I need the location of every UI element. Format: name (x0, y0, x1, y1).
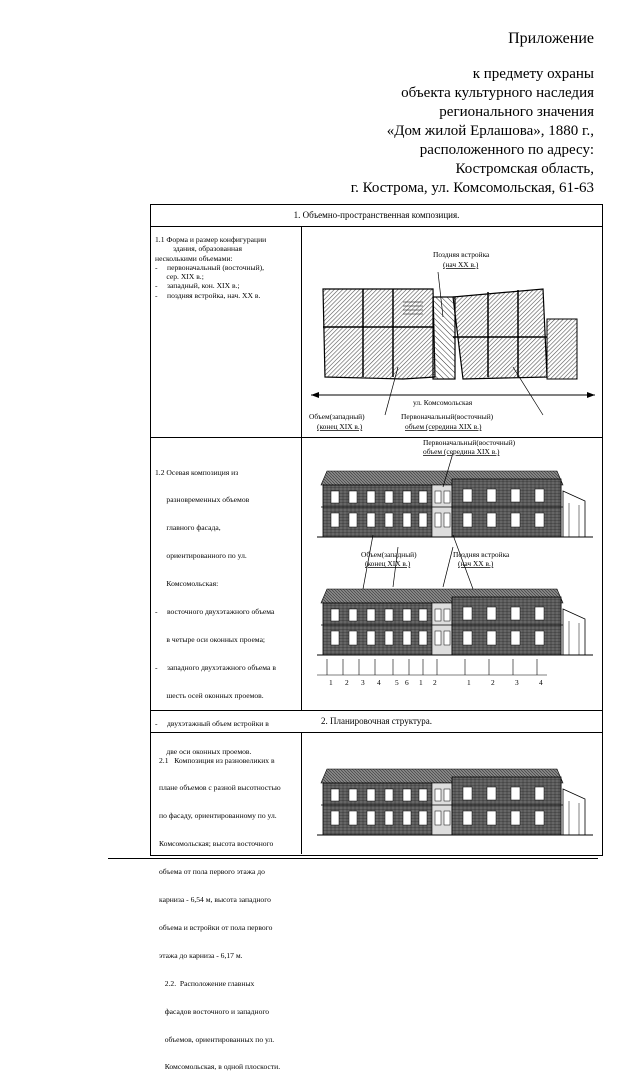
street-label: ул. Комсомольская (413, 398, 473, 407)
item-1-2-line: ориентированного по ул. (155, 551, 247, 561)
axis-number: 4 (539, 678, 543, 687)
east-volume-plan (453, 289, 547, 379)
item-1-2-line: - двухэтажный объем встройки в (155, 718, 269, 728)
header-line-6: Костромская область, (455, 161, 594, 177)
appendix-title: Приложение (508, 30, 594, 47)
axis-number: 1 (419, 678, 423, 687)
late-insert-date: (нач XX в.) (443, 260, 479, 269)
axis-number: 5 (395, 678, 399, 687)
column-divider (301, 732, 302, 854)
item-1-2-line: шесть осей оконных проемов. (155, 690, 264, 700)
bottom-rule (108, 858, 598, 859)
east-volume-label-2: Первоначальный(восточный) (423, 439, 516, 447)
column-divider (301, 226, 302, 710)
item-2-line: карниза - 6,54 м, высота западного (159, 895, 271, 905)
axis-number: 2 (491, 678, 495, 687)
floor-plan-drawing (303, 227, 602, 435)
item-2-line: объемов, ориентированных по ул. (159, 1034, 275, 1044)
item-2-line: этажа до карниза - 6,17 м. (159, 950, 243, 960)
header-line-7: г. Кострома, ул. Комсомольская, 61-63 (350, 180, 594, 196)
west-volume-label-2: Объем(западный) (361, 550, 417, 559)
item-1-1-line: - поздняя встройка, нач. XX в. (155, 290, 261, 300)
facade-drawings (303, 439, 602, 709)
east-volume-date-2: объем (середина XIX в.) (423, 447, 500, 456)
item-1-2-line: разновременных объемов (155, 495, 250, 505)
item-2-line: плане объемов с разной высотностью (159, 783, 281, 793)
west-volume-label: Объем(западный) (309, 412, 365, 421)
axis-number: 1 (329, 678, 333, 687)
axis-number: 6 (405, 678, 409, 687)
facade-section2 (303, 745, 602, 850)
porch-plan (547, 319, 577, 379)
late-insert-label: Поздняя встройка (433, 250, 490, 259)
item-1-2-line: в четыре оси оконных проема; (155, 634, 266, 644)
item-1-1-line: несколькими объемами: (155, 253, 233, 263)
item-1-1-line: здания, образованная (173, 244, 242, 254)
facade-lower (317, 589, 593, 655)
late-insert-plan (433, 297, 455, 379)
header-line-4: «Дом жилой Ерлашова», 1880 г., (386, 123, 594, 139)
item-2-line: объема и встройки от пола первого (159, 922, 273, 932)
item-1-2-line: Комсомольская: (155, 579, 219, 589)
item-1-2-line: - восточного двухэтажного объема (155, 607, 275, 617)
item-2-line: Комсомольская; высота восточного (159, 839, 274, 849)
header-line-3: регионального значения (439, 104, 594, 120)
protection-subject-table (150, 204, 603, 1072)
item-2-text (159, 737, 299, 1090)
section2-header (151, 710, 602, 733)
axis-number: 3 (515, 678, 519, 687)
west-volume-date-2: (конец XIX в.) (365, 559, 411, 568)
west-volume-date: (конец XIX в.) (317, 422, 363, 431)
header-line-1: к предмету охраны (472, 66, 594, 82)
facade-upper (317, 471, 593, 537)
west-volume-plan (323, 289, 435, 379)
item-1-1-line: - западный, кон. XIX в.; (155, 281, 240, 291)
item-1-1-line: - первоначальный (восточный), (155, 262, 265, 272)
late-insert-date-2: (нач XX в.) (458, 559, 494, 568)
axis-number: 4 (377, 678, 381, 687)
item-1-2-line: две оси оконных проемов. (155, 746, 252, 756)
item-2-line: 2.2. Расположение главных (159, 978, 255, 988)
section1-header (151, 205, 602, 227)
item-1-1-text (155, 235, 299, 300)
item-1-2-line: главного фасада, (155, 523, 221, 533)
item-1-1-line: 1.1 Форма и размер конфигурации (155, 235, 267, 244)
header-line-2: объекта культурного наследия (401, 85, 594, 101)
late-insert-label-2: Поздняя встройка (453, 550, 510, 559)
item-2-line: Комсомольская, в одной плоскости. (159, 1062, 281, 1072)
item-1-2-line: - западного двухэтажного объема в (155, 662, 276, 672)
item-2-line: объема от пола первого этажа до (159, 867, 265, 877)
header-line-5: расположенного по адресу: (419, 142, 594, 158)
axis-number: 2 (345, 678, 349, 687)
item-2-line: 2.1 Композиция из разновеликих в (159, 755, 275, 765)
axis-number: 2 (433, 678, 437, 687)
east-volume-label: Первоначальный(восточный) (401, 412, 494, 421)
item-1-1-line: сер. XIX в.; (155, 272, 204, 282)
east-volume-date: объем (середина XIX в.) (405, 422, 482, 431)
section2-title: 2. Планировочная структура. (320, 716, 433, 726)
axis-number: 3 (361, 678, 365, 687)
item-2-line: фасадов восточного и западного (159, 1006, 270, 1016)
row-divider (151, 437, 602, 438)
item-2-line: по фасаду, ориентированному по ул. (159, 811, 277, 821)
axis-number: 1 (467, 678, 471, 687)
item-1-2-line: 1.2 Осевая композиция из (155, 467, 239, 477)
section1-title: 1. Объемно-пространственная композиция. (293, 210, 460, 220)
